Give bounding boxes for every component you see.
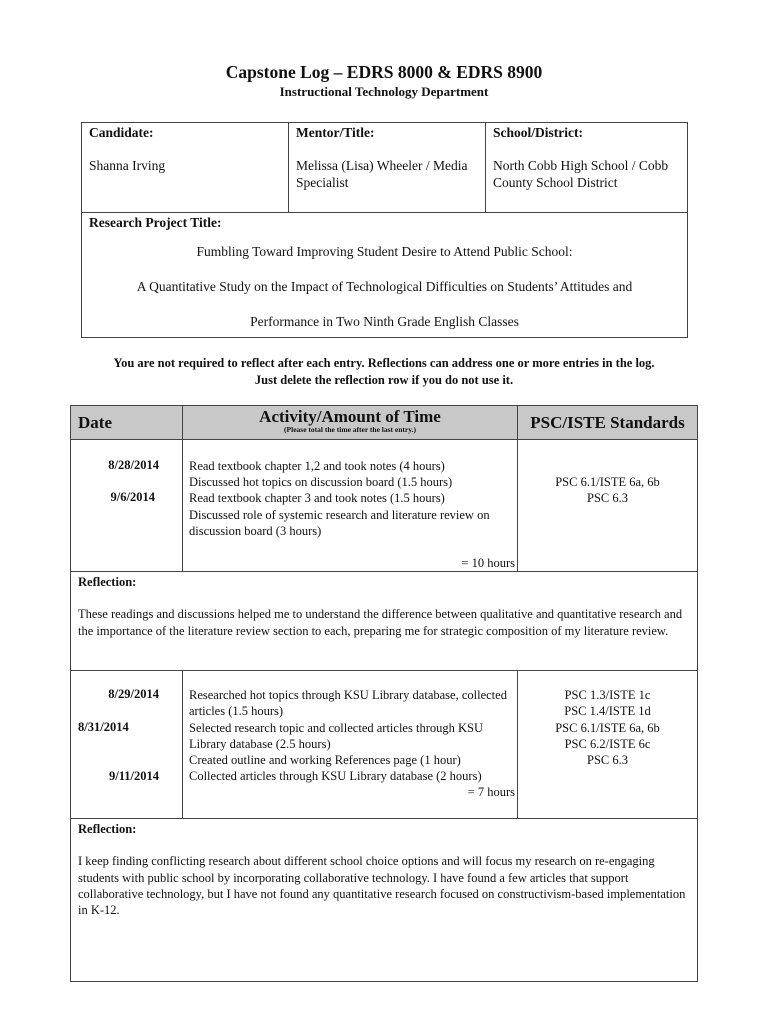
entry-date: 8/29/2014 <box>108 687 159 702</box>
capstone-log-table <box>70 405 698 982</box>
entry-date: 8/31/2014 <box>78 720 129 735</box>
instruction-line: Just delete the reflection row if you do not use it. <box>254 372 514 387</box>
standard-item: PSC 1.3/ISTE 1c <box>564 688 651 703</box>
activity-item: Read textbook chapter 1,2 and took notes (4 hours) <box>189 459 445 473</box>
log-entry-row <box>71 671 698 819</box>
time-total: = 10 hours <box>461 556 515 571</box>
research-title-line: Fumbling Toward Improving Student Desire to Attend Public School: <box>196 244 573 259</box>
reflection-cell <box>71 819 698 982</box>
standards-column-header: PSC/ISTE Standards <box>518 406 698 440</box>
entry-activities <box>183 671 518 819</box>
research-project-label: Research Project Title: <box>89 215 222 230</box>
log-header-row <box>71 406 698 440</box>
activity-item: Discussed hot topics on discussion board (1.5 hours) <box>189 475 453 490</box>
reflection-text: These readings and discussions helped me to understand the difference between qualitative and quantitative research and the importance of the literature review section to each, preparing me for strategic composition of my literature review. <box>78 607 683 638</box>
candidate-name: Shanna Irving <box>89 158 166 173</box>
activity-item: Selected research topic and collected articles through KSU Library database (2.5 hours) <box>189 720 483 751</box>
activity-header-label: Activity/Amount of Time <box>259 407 441 426</box>
date-column-header: Date <box>71 406 183 440</box>
log-entry-row <box>71 440 698 572</box>
page-title: Capstone Log – EDRS 8000 & EDRS 8900 <box>225 62 543 82</box>
instruction-line: You are not required to reflect after each entry. Reflections can address one or more entries in the log. <box>113 356 655 370</box>
standard-item: PSC 1.4/ISTE 1d <box>564 704 651 719</box>
standard-item: PSC 6.3 <box>587 491 628 506</box>
school-name: North Cobb High School / Cobb County School District <box>493 158 669 190</box>
entry-date: 8/28/2014 <box>108 458 159 472</box>
entry-standards <box>518 440 698 572</box>
reflection-row <box>71 572 698 671</box>
standard-item: PSC 6.1/ISTE 6a, 6b <box>555 720 660 735</box>
standard-item: PSC 6.1/ISTE 6a, 6b <box>555 475 660 489</box>
reflection-label: Reflection: <box>78 575 137 590</box>
entry-standards <box>518 671 698 819</box>
activity-item: Created outline and working References page (1 hour) <box>189 753 461 768</box>
activity-item: Discussed role of systemic research and literature review on discussion board (3 hours) <box>189 507 490 538</box>
candidate-label: Candidate: <box>89 125 154 140</box>
research-title-line: Performance in Two Ninth Grade English Classes <box>250 314 519 329</box>
school-cell <box>486 123 688 213</box>
reflection-text: I keep finding conflicting research about different school choice options and will focus my research on re-engaging students with public school by incorporating collaborative technology. I have found a few articles that support collaborative technology, but I have not found any quantitative research focused on constructivism-based implementation in K-12. <box>78 854 686 918</box>
mentor-label: Mentor/Title: <box>296 125 375 140</box>
instruction-note <box>0 355 768 388</box>
standard-item: PSC 6.2/ISTE 6c <box>564 736 651 751</box>
entry-date: 9/6/2014 <box>110 490 155 504</box>
entry-dates <box>71 440 183 572</box>
reflection-row <box>71 819 698 982</box>
activity-item: Researched hot topics through KSU Library database, collected articles (1.5 hours) <box>189 688 507 719</box>
research-project-cell <box>82 213 688 338</box>
reflection-label: Reflection: <box>78 822 137 837</box>
entry-date: 9/11/2014 <box>108 769 159 784</box>
entry-dates <box>71 671 183 819</box>
entry-activities <box>183 440 518 572</box>
school-label: School/District: <box>493 125 583 140</box>
candidate-cell <box>82 123 289 213</box>
standard-item: PSC 6.3 <box>587 753 628 768</box>
candidate-info-table <box>81 122 688 338</box>
activity-column-header <box>183 406 518 440</box>
page-subtitle: Instructional Technology Department <box>279 84 489 99</box>
mentor-name: Melissa (Lisa) Wheeler / Media Specialist <box>296 158 468 190</box>
activity-item: Read textbook chapter 3 and took notes (1.5 hours) <box>189 491 445 506</box>
mentor-cell <box>289 123 486 213</box>
research-title-line: A Quantitative Study on the Impact of Technological Difficulties on Students’ Attitudes and <box>136 279 633 294</box>
activity-header-note: (Please total the time after the last entry.) <box>284 425 416 434</box>
activity-item: Collected articles through KSU Library database (2 hours) <box>189 769 482 784</box>
time-total: = 7 hours <box>467 785 515 800</box>
reflection-cell <box>71 572 698 671</box>
